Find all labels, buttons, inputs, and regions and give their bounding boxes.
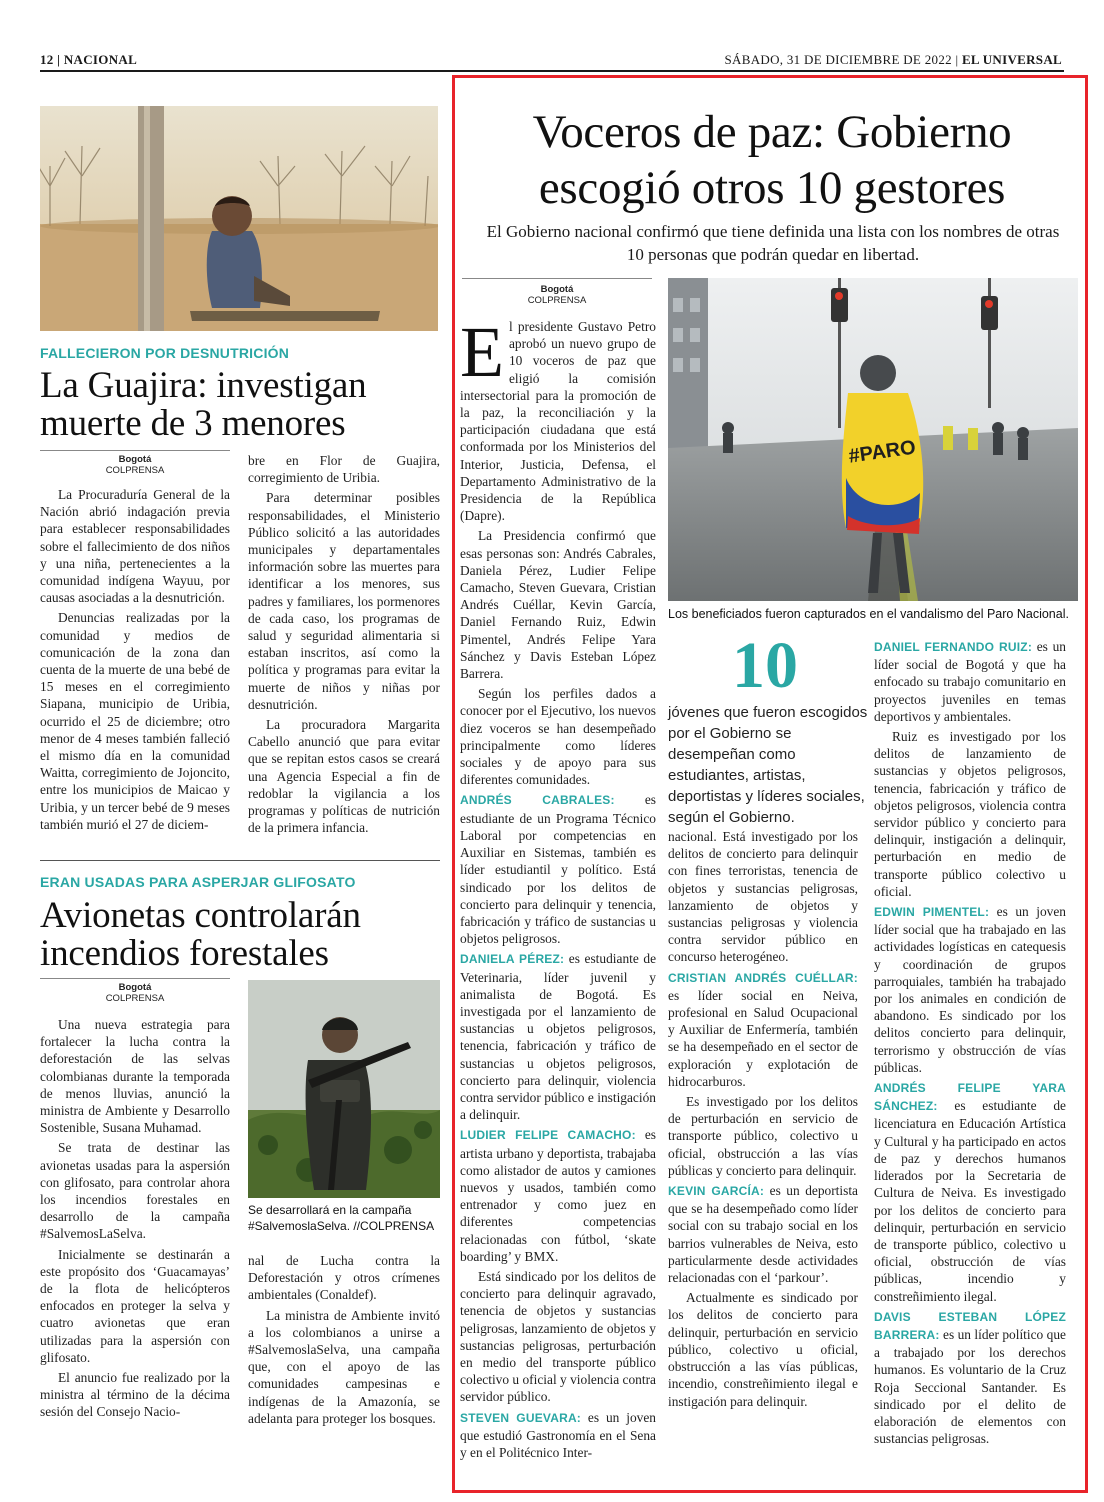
article1-column-1 [40, 486, 230, 836]
profile-paragraph [460, 1126, 656, 1265]
issue-date: SÁBADO, 31 DE DICIEMBRE DE 2022 | [724, 52, 959, 67]
byline-agency: COLPRENSA [105, 993, 165, 1004]
lead-paragraph [460, 312, 656, 524]
profile-paragraph [668, 969, 858, 1090]
article2-headline: Avionetas controlarán incendios forestales [40, 895, 361, 974]
newspaper-name: EL UNIVERSAL [961, 52, 1062, 67]
paragraph: nal de Lucha contra la Deforestación y otros crímenes ambientales (Conaldef). [248, 1253, 440, 1303]
paragraph: Actualmente es sindicado por los delitos de concierto para delinquir, perturbación en servicio público, colectivo u oficial, obstrucción a las vías públicas, incendio, constreñimiento ilegal e instigación para delinquir. [668, 1290, 858, 1409]
header-rule [40, 70, 1064, 72]
profile-paragraph [460, 950, 656, 1123]
byline-city: Bogotá [118, 982, 152, 993]
main-headline: Voceros de paz: Gobierno escogió otros 10 gestores [532, 106, 1012, 214]
child-photo-illustration [40, 106, 438, 331]
paragraph: Se trata de destinar las avionetas usadas para la aspersión con glifosato, para controlar ahora los incendios forestales en desarrollo de la campaña #SalvemosLaSelva. [40, 1140, 230, 1242]
profile-text: es un joven líder social que ha trabajado en las actividades logísticas en catequesis y coordinación de grupos parroquiales, también ha trabajado por los animales en condición de abandono. Es sindicado por los delitos concierto para delinquir, terrorismo y obstrucción de vías públicas. [874, 904, 1067, 1075]
profile-name: DAVIS ESTEBAN LÓPEZ BARRERA: [874, 1309, 1066, 1342]
main-column-3 [874, 638, 1066, 1450]
article1-rule [40, 450, 230, 451]
byline-agency: COLPRENSA [105, 465, 165, 476]
profile-text: es líder social en Neiva, profesional en Salud Ocupacional y Auxiliar de Enfermería, también se ha desempeñado en el sector de exploración y explotación de hidrocarburos. [668, 987, 858, 1089]
page-section-label: 12 | NACIONAL [40, 52, 138, 67]
profile-name: KEVIN GARCÍA: [668, 1184, 765, 1199]
main-column-2 [668, 828, 858, 1413]
profile-name: ANDRÉS FELIPE YARA SÁNCHEZ: [874, 1081, 1066, 1114]
protest-photo-caption: Los beneficiados fueron capturados en el vandalismo del Paro Nacional. [668, 607, 1069, 621]
profile-text: es un líder político que a trabajado por los derechos humanos. Es voluntario de la Cruz Roja Seccional Santander. Es sindicado por el delito de elaboración de elementos con sustancias peligrosas. [874, 1326, 1066, 1447]
article2-rule [40, 978, 230, 979]
profile-paragraph [460, 1409, 656, 1462]
paragraph: La Procuraduría General de la Nación abrió indagación previa para establecer responsabilidades sobre el fallecimiento de dos niños y una niña, pertenecientes a la comunidad indígena Wayuu, por causas asociadas a la desnutrición. [40, 487, 230, 606]
section-divider [40, 860, 440, 861]
profile-name: STEVEN GUEVARA: [460, 1410, 582, 1425]
article1-headline: La Guajira: investigan muerte de 3 menores [40, 365, 367, 444]
profile-text: es un deportista que se ha desempeñado como líder social con su trabajo social en los barrios vulnerables de Neiva, esto particularmente desde actividades relacionadas con el ‘parkour’. [668, 1183, 858, 1286]
paragraph: bre en Flor de Guajira, corregimiento de Uribia. [248, 453, 440, 486]
profile-name: LUDIER FELIPE CAMACHO: [460, 1128, 636, 1143]
byline-city: Bogotá [540, 284, 574, 295]
protest-photo-illustration [668, 278, 1078, 601]
article1-column-2 [248, 452, 440, 839]
flag-graffiti: #PARO [847, 436, 918, 468]
article2-column-2 [248, 1252, 440, 1430]
lead-text: l presidente Gustavo Petro aprobó un nuevo grupo de 10 voceros de paz que eligió la comisión intersectorial para la promoción de la paz, la reconciliación y la participación ciudadana que está conformada por los Ministerios del Interior, Justicia, Defensa, el Departamento Administrativo de la Presidencia de la República (Dapre). [460, 319, 656, 524]
soldier-photo-illustration [248, 980, 440, 1198]
paragraph: Para determinar posibles responsabilidades, el Ministerio Público solicitó a las autoridades municipales y departamentales información sobre las muertes para identificar a los menores, sus padres y familiares, los pormenores de cada caso, los programas de salud y seguridad alimentaria si estaban inscritos, así como la política y programas para evitar la muerte de niños y niñas por desnutrición. [248, 490, 440, 712]
article2-byline [40, 982, 230, 1004]
protest-photo [668, 278, 1078, 601]
profile-name: ANDRÉS CABRALES: [460, 793, 615, 808]
profile-text: es estudiante de licenciatura en Educación Artística y Cultural y ha participado en actos de paz y derechos humanos liderados por la Secretaria de Cultura de Neiva. Es investigado por los delitos de concierto para delinquir, perturbación en servicio de transporte público, colectivo u oficial, obstrucción de vías públicas, incendio y constreñimiento ilegal. [874, 1098, 1066, 1304]
child-photo [40, 106, 438, 331]
profile-text: es un líder social de Bogotá y que ha enfocado su trabajo comunitario en proyectos juveniles en temas deportivos y ambientales. [874, 639, 1066, 724]
paragraph: Según los perfiles dados a conocer por el Ejecutivo, los nuevos diez voceros se han desempeñado principalmente como líderes sociales y de apoyo para sus diferentes comunidades. [460, 686, 656, 788]
paragraph: La Presidencia confirmó que esas personas son: Andrés Cabrales, Daniela Pérez, Ludier Felipe Camacho, Steven Guevara, Cristian Andrés Cuéllar, Kevin García, Daniel Fernando Ruiz, Edwin Pimentel, Andrés Felipe Yara Sánchez y Davis Esteban López Barrera. [460, 528, 656, 682]
profile-text: es artista urbano y deportista, trabajaba como alistador de autos y camiones nuevos y usados, también como entrenador y como juez en diferentes competencias relacionadas con fútbol, ‘skate boarding’ y BMX. [460, 1127, 656, 1264]
profile-paragraph [668, 1182, 858, 1286]
main-deck: El Gobierno nacional confirmó que tiene definida una lista con los nombres de otras 10 personas que podrán quedar en libertad. [486, 222, 1060, 264]
paragraph: El anuncio fue realizado por la ministra al término de la décima sesión del Consejo Nacio- [40, 1370, 230, 1420]
article2-kicker: ERAN USADAS PARA ASPERJAR GLIFOSATO [40, 874, 356, 890]
profile-name: DANIEL FERNANDO RUIZ: [874, 640, 1033, 654]
soldier-photo-caption: Se desarrollará en la campaña #SalvemoslaSelva. //COLPRENSA [248, 1203, 435, 1233]
profile-text: es estudiante de Veterinaria, líder juvenil y animalista de Bogotá. Es investigada por el lanzamiento de sustancias u objetos peligrosos, tenencia, fabricación y tráfico de sustancias u objetos peligrosos, concierto para delinquir, violencia contra servidor público e instigación a delinquir. [460, 951, 657, 1123]
article2-column-1 [40, 1016, 230, 1424]
main-rule [462, 278, 652, 279]
soldier-photo [248, 980, 440, 1198]
main-column-1 [460, 312, 657, 1464]
profile-text: es estudiante de un Programa Técnico Laboral por competencias en Auxiliar en Sistemas, también es líder estudiantil y político. Está sindicado por los delitos de concierto para delinquir y tenencia, fabricación y tráfico de sustancias u objetos peligrosos. [460, 792, 656, 947]
paragraph: Está sindicado por los delitos de concierto para delinquir agravado, tenencia de objetos y sustancias peligrosas, lanzamiento de objetos y sustancias peligrosas, perturbación en medio del transporte público colectivo u oficial y violencia contra servidor público. [460, 1268, 656, 1405]
profile-paragraph [874, 638, 1066, 725]
profile-name: CRISTIAN ANDRÉS CUÉLLAR: [668, 970, 858, 985]
paragraph: Ruiz es investigado por los delitos de lanzamiento de sustancias y objetos peligrosos, tenencia, fabricación y tráfico de objetos peligrosos, violencia contra servidor público y concierto para delinquir, instigación a delinquir, perturbación en medio de transporte público colectivo u oficial. [874, 729, 1066, 899]
byline-city: Bogotá [118, 454, 152, 465]
byline-agency: COLPRENSA [527, 295, 587, 306]
profile-paragraph [460, 791, 656, 947]
article1-byline [40, 454, 230, 476]
profile-name: EDWIN PIMENTEL: [874, 905, 990, 920]
paragraph: nacional. Está investigado por los delitos de concierto para delinquir con fines terroristas, tenencia de objetos y sustancias peligrosas, lanzamiento de objetos y sustancias peligrosas y violencia contra servidor público en concurso heterogéneo. [668, 829, 858, 965]
paragraph: Una nueva estrategia para fortalecer la lucha contra la deforestación de las selvas colombianas durante la temporada de menos lluvias, anunció la ministra de Ambiente y Desarrollo Sostenible, Susana Muhamad. [40, 1017, 230, 1136]
date-line [725, 52, 1062, 68]
profile-text: es un joven que estudió Gastronomía en el Sena y en el Politécnico Inter- [460, 1409, 656, 1460]
stat-number: 10 [732, 629, 798, 702]
profile-name: DANIELA PÉREZ: [460, 952, 565, 967]
paragraph: Inicialmente se destinarán a este propósito dos ‘Guacamayas’ de la flota de helicópteros enfocados en proteger la selva y cuatro avionetas que eran utilizadas para la aspersión con glifosato. [40, 1246, 230, 1365]
profile-paragraph [874, 903, 1066, 1076]
stat-text: jóvenes que fueron escogidos por el Gobierno se desempeñan como estudiantes, artistas, deportistas y líderes sociales, según el Gobierno. [668, 704, 868, 826]
paragraph: Denuncias realizadas por la comunidad y medios de comunicación de la zona dan cuenta de la muerte de una bebé de 15 meses en el corregimiento Siapana, municipio de Uribia, ocurrido el 25 de diciembre; otro menor de 4 meses también falleció el mismo día en la comunidad Waitta, corregimiento de Jojoncito, entre los municipios de Maicao y Uribia, y un tercer bebé de 9 meses también murió el 27 de diciem- [40, 610, 230, 832]
article1-kicker: FALLECIERON POR DESNUTRICIÓN [40, 345, 290, 361]
paragraph: Es investigado por los delitos de perturbación en servicio de transporte público, colectivo u oficial, obstrucción a las vías públicas y concierto para delinquir. [668, 1094, 858, 1178]
profile-paragraph [874, 1308, 1066, 1448]
main-byline [462, 284, 652, 306]
paragraph: La ministra de Ambiente invitó a los colombianos a unirse a #SalvemoslaSelva, una campaña que, con el apoyo de las comunidades campesinas e indígenas de la Amazonía, se adelanta para proteger los bosques. [248, 1307, 440, 1426]
profile-paragraph [874, 1079, 1066, 1305]
paragraph: La procuradora Margarita Cabello anunció que para evitar que se repitan estos casos se creará una Agencia Especial a fin de redoblar la vigilancia a los programas y políticas de nutrición de la primera infancia. [248, 717, 440, 836]
drop-cap: E [460, 312, 504, 392]
